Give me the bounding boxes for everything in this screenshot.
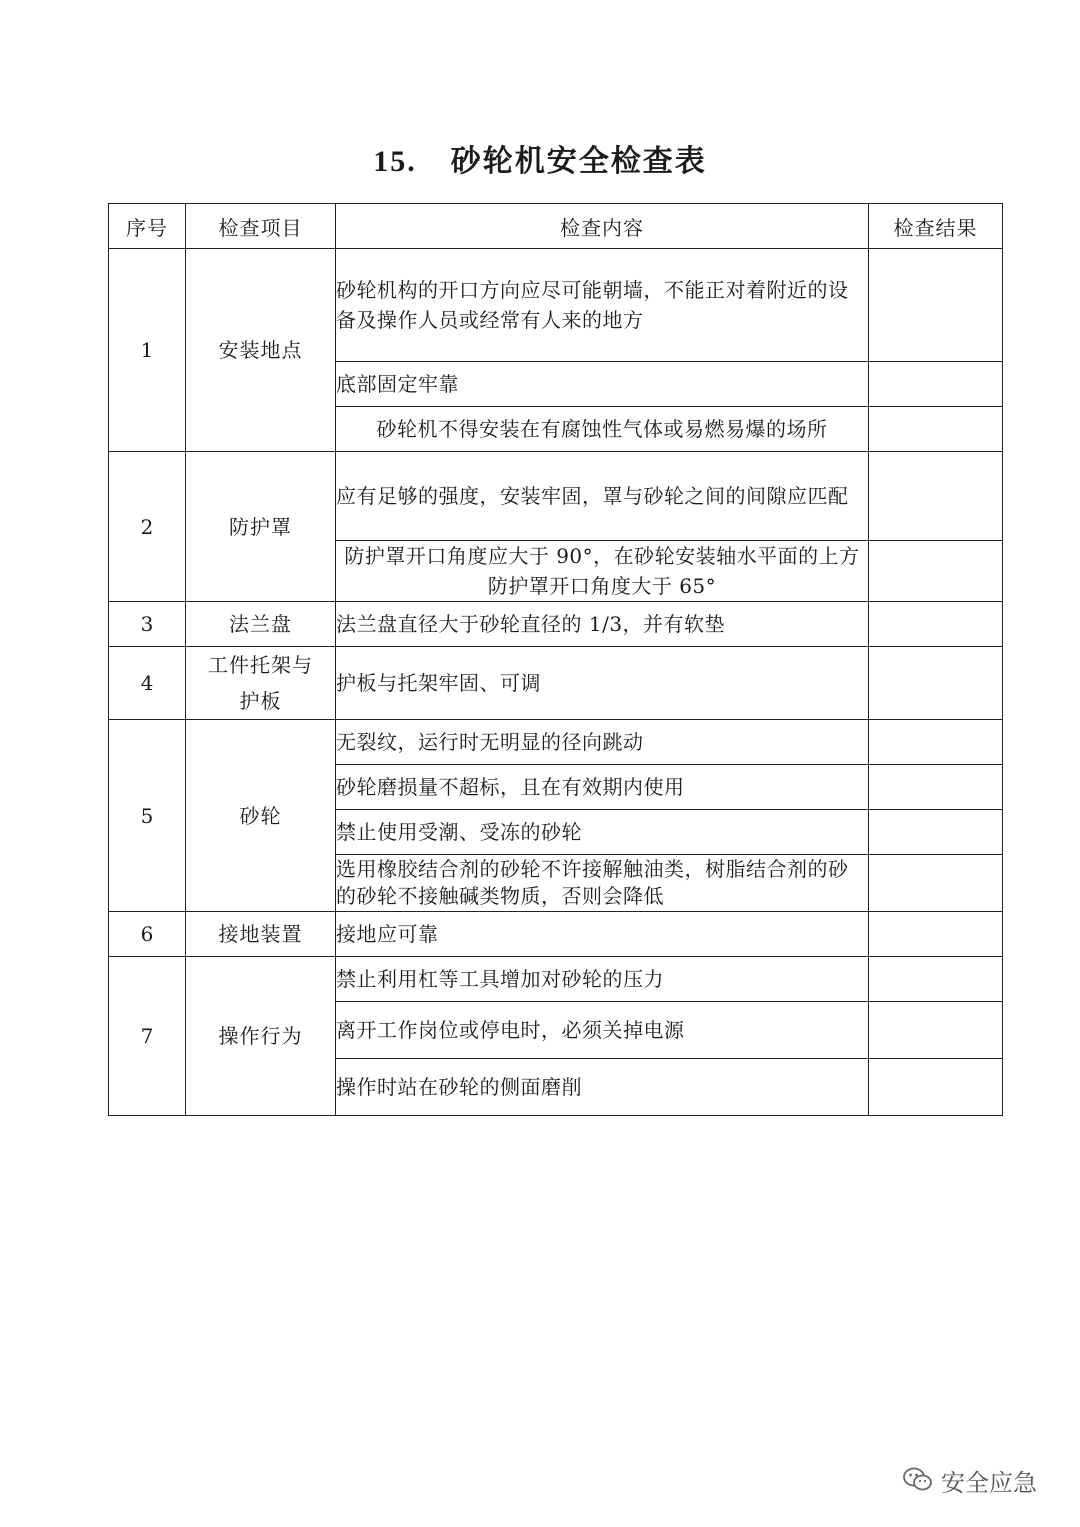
- table-row: [109, 452, 1003, 541]
- content-cell: 选用橡胶结合剂的砂轮不许接解触油类，树脂结合剂的砂的砂轮不接触碱类物质，否则会降低: [336, 855, 869, 912]
- seq-cell: 6: [109, 912, 186, 957]
- table-row: [109, 602, 1003, 647]
- result-cell[interactable]: [869, 1059, 1003, 1116]
- inspection-table: [108, 203, 1003, 1116]
- content-cell: 接地应可靠: [336, 912, 869, 957]
- result-cell[interactable]: [869, 810, 1003, 855]
- content-cell: 底部固定牢靠: [336, 362, 869, 407]
- seq-cell: 2: [109, 452, 186, 602]
- result-cell[interactable]: [869, 647, 1003, 720]
- content-cell: 防护罩开口角度应大于 90°，在砂轮安装轴水平面的上方防护罩开口角度大于 65°: [336, 541, 869, 602]
- content-cell: 离开工作岗位或停电时，必须关掉电源: [336, 1002, 869, 1059]
- result-cell[interactable]: [869, 912, 1003, 957]
- result-cell[interactable]: [869, 452, 1003, 541]
- title-number: 15.: [373, 145, 417, 178]
- header-content: 检查内容: [336, 204, 869, 249]
- table-row: [109, 957, 1003, 1002]
- content-cell: 法兰盘直径大于砂轮直径的 1/3，并有软垫: [336, 602, 869, 647]
- result-cell[interactable]: [869, 541, 1003, 602]
- header-seq: 序号: [109, 204, 186, 249]
- table-row: [109, 249, 1003, 362]
- header-item: 检查项目: [186, 204, 336, 249]
- result-cell[interactable]: [869, 407, 1003, 452]
- result-cell[interactable]: [869, 720, 1003, 765]
- result-cell[interactable]: [869, 765, 1003, 810]
- result-cell[interactable]: [869, 957, 1003, 1002]
- result-cell[interactable]: [869, 855, 1003, 912]
- content-cell: 禁止使用受潮、受冻的砂轮: [336, 810, 869, 855]
- result-cell[interactable]: [869, 362, 1003, 407]
- content-cell: 砂轮机不得安装在有腐蚀性气体或易燃易爆的场所: [336, 407, 869, 452]
- item-cell: 防护罩: [186, 452, 336, 602]
- seq-cell: 3: [109, 602, 186, 647]
- table-row: [109, 912, 1003, 957]
- item-cell: 操作行为: [186, 957, 336, 1116]
- seq-cell: 5: [109, 720, 186, 912]
- item-cell: 安装地点: [186, 249, 336, 452]
- wechat-icon: [903, 1467, 933, 1493]
- item-cell: 接地装置: [186, 912, 336, 957]
- content-cell: 护板与托架牢固、可调: [336, 647, 869, 720]
- content-cell: 操作时站在砂轮的侧面磨削: [336, 1059, 869, 1116]
- content-cell: 砂轮机构的开口方向应尽可能朝墙，不能正对着附近的设备及操作人员或经常有人来的地方: [336, 249, 869, 362]
- table-row: [109, 647, 1003, 720]
- result-cell[interactable]: [869, 1002, 1003, 1059]
- item-cell: 砂轮: [186, 720, 336, 912]
- item-cell: 法兰盘: [186, 602, 336, 647]
- result-cell[interactable]: [869, 249, 1003, 362]
- item-cell: 工件托架与护板: [186, 647, 336, 720]
- content-cell: 应有足够的强度，安装牢固，罩与砂轮之间的间隙应匹配: [336, 452, 869, 541]
- header-result: 检查结果: [869, 204, 1003, 249]
- content-cell: 无裂纹，运行时无明显的径向跳动: [336, 720, 869, 765]
- result-cell[interactable]: [869, 602, 1003, 647]
- seq-cell: 7: [109, 957, 186, 1116]
- seq-cell: 4: [109, 647, 186, 720]
- content-cell: 砂轮磨损量不超标，且在有效期内使用: [336, 765, 869, 810]
- table-header-row: [109, 204, 1003, 249]
- content-cell: 禁止利用杠等工具增加对砂轮的压力: [336, 957, 869, 1002]
- seq-cell: 1: [109, 249, 186, 452]
- title-text: 砂轮机安全检查表: [450, 144, 707, 179]
- watermark-text: 安全应急: [941, 1468, 1037, 1497]
- watermark: [903, 1460, 1037, 1500]
- page-title: [0, 140, 1080, 184]
- table-row: [109, 720, 1003, 765]
